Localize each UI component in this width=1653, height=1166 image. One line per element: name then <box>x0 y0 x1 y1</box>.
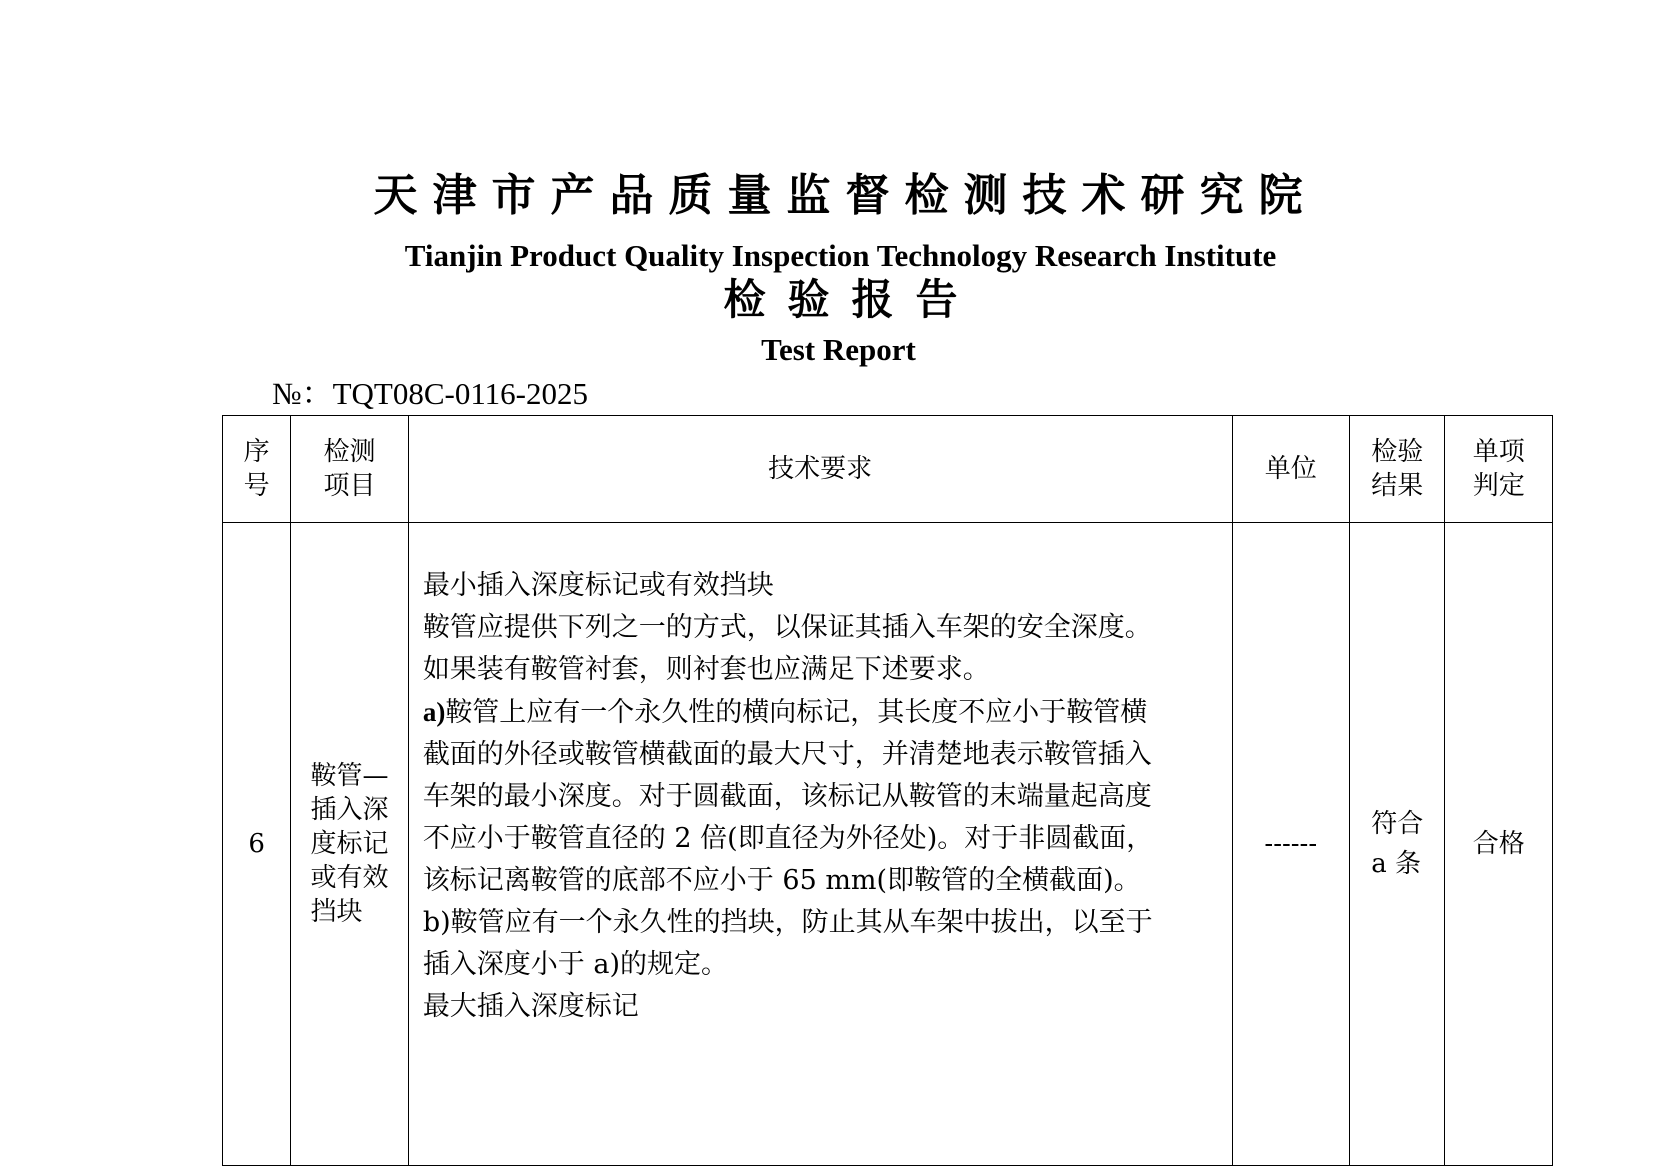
item-line: 或有效 <box>310 863 389 893</box>
header-result-line1: 检验 <box>1371 437 1424 467</box>
result-text <box>1371 804 1423 884</box>
requirement-line-a <box>423 691 1218 734</box>
table-header-row <box>223 416 1553 523</box>
requirement-line: 如果装有鞍管衬套，则衬套也应满足下述要求。 <box>422 654 990 685</box>
institute-name-cn: 天津市产品质量监督检测技术研究院 <box>373 170 1318 221</box>
header-seq-line2: 号 <box>243 471 270 501</box>
requirement-line: b)鞍管应有一个永久性的挡块，防止其从车架中拔出，以至于 <box>422 907 1153 938</box>
report-number: №：TQT08C-0116-2025 <box>272 376 589 411</box>
header-item-line2: 项目 <box>323 471 376 501</box>
item-line: 度标记 <box>310 829 389 859</box>
cell-result <box>1350 523 1445 1166</box>
clause-a-label: a) <box>422 697 446 727</box>
result-line: 符合 <box>1371 809 1424 839</box>
item-text <box>311 759 389 929</box>
report-title-cn: 检验报告 <box>723 275 980 324</box>
cell-judgement: 合格 <box>1445 523 1553 1166</box>
item-line: 插入深 <box>310 795 389 825</box>
header-judgement <box>1445 416 1553 523</box>
clause-a-text: 鞍管上应有一个永久性的横向标记，其长度不应小于鞍管横 <box>445 697 1148 728</box>
header-judgement-line1: 单项 <box>1472 437 1525 467</box>
cell-requirement <box>408 523 1232 1166</box>
header-seq-line1: 序 <box>243 437 270 467</box>
header-seq <box>223 416 291 523</box>
header-item <box>291 416 409 523</box>
header-judgement-line2: 判定 <box>1472 471 1525 501</box>
header-item-line1: 检测 <box>323 437 376 467</box>
institute-name-en: Tianjin Product Quality Inspection Technology Research Institute <box>404 238 1277 273</box>
header-result <box>1350 416 1445 523</box>
requirement-line: 最大插入深度标记 <box>422 991 639 1022</box>
header-unit: 单位 <box>1232 416 1350 523</box>
item-line: 鞍管— <box>310 761 389 791</box>
table-row <box>223 523 1553 1166</box>
header-result-line2: 结果 <box>1371 471 1424 501</box>
requirement-line: 不应小于鞍管直径的 2 倍(即直径为外径处)。对于非圆截面， <box>422 823 1154 854</box>
result-line: a 条 <box>1371 849 1422 879</box>
requirement-line: 最小插入深度标记或有效挡块 <box>422 570 774 601</box>
requirement-line: 该标记离鞍管的底部不应小于 65 mm(即鞍管的全横截面)。 <box>422 865 1141 896</box>
cell-seq: 6 <box>223 523 291 1166</box>
header-requirement: 技术要求 <box>408 416 1232 523</box>
requirement-line: 鞍管应提供下列之一的方式，以保证其插入车架的安全深度。 <box>422 612 1152 643</box>
requirement-line: 车架的最小深度。对于圆截面，该标记从鞍管的末端量起高度 <box>422 781 1152 812</box>
inspection-table <box>222 415 1553 1166</box>
requirement-line: 截面的外径或鞍管横截面的最大尺寸，并清楚地表示鞍管插入 <box>422 739 1152 770</box>
cell-item <box>291 523 409 1166</box>
cell-unit: ------ <box>1232 523 1350 1166</box>
requirement-line: 插入深度小于 a)的规定。 <box>422 949 729 980</box>
report-title-en: Test Report <box>761 332 916 367</box>
item-line: 挡块 <box>310 897 363 927</box>
